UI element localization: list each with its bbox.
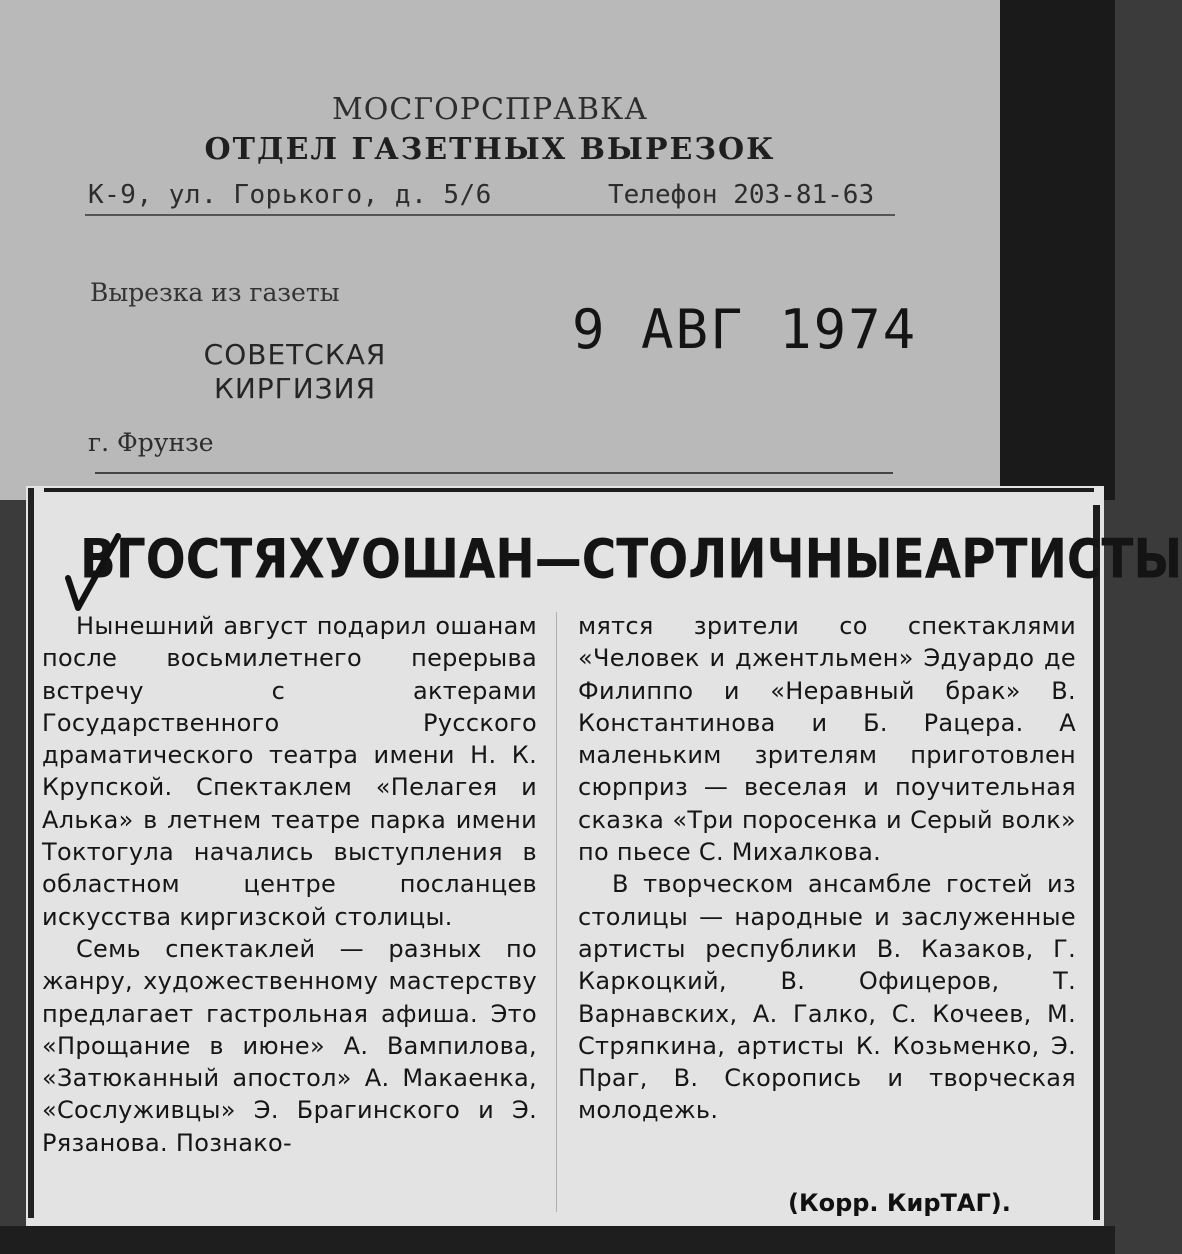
agency-phone: Телефон 203-81-63 (608, 180, 875, 210)
article-paragraph: Семь спектаклей — разных по жанру, художественному мастерству предлагает гастрольная афиша. Это «Прощание в июне» А. Вампилова, «Затюканный апостол» А. Макаенка, «Сослуживцы» Э. Брагинского и Э. Рязанова. Познако- (42, 934, 537, 1157)
department-name: ОТДЕЛ ГАЗЕТНЫХ ВЫРЕЗОК (204, 132, 776, 167)
article-paragraph: мятся зрители со спектаклями «Человек и джентльмен» Эдуардо де Филиппо и «Неравный брак» В. Константинова и Б. Рацера. А маленьким зрителям приготовлен сюрприз — веселая и поучительная сказка «Три поросенка и Серый волк» по пьесе С. Михалкова. (578, 612, 1076, 867)
column-divider (556, 612, 557, 1212)
headline-word: В (80, 528, 116, 592)
article-signature: (Корр. КирТАГ). (788, 1189, 1011, 1217)
headline-word: АРТИСТЫ (924, 528, 1182, 592)
headline-word: СТОЛИЧНЫЕ (581, 528, 925, 592)
clip-source-label: Вырезка из газеты (90, 278, 340, 307)
clipping-right-border (1093, 505, 1100, 1220)
headline-word: — (534, 528, 582, 592)
headline-word: ОШАН (360, 528, 535, 592)
article-paragraph: Нынешний август подарил ошанам после восьмилетнего перерыва встречу с актерами Государственного Русского драматического театра имени Н. К. Крупской. Спектаклем «Пелагея и Алька» в летнем театре парка имени Токтогула начались выступления в областном центре посланцев искусства киргизской столицы. (42, 612, 537, 931)
headline-word: ГОСТЯХ (115, 528, 325, 592)
bottom-edge (0, 1226, 1115, 1254)
article-column-left (42, 610, 537, 1159)
slip-bottom-rule (95, 472, 893, 474)
clipping-left-border (28, 488, 34, 1218)
date-stamp: 9 АВГ 1974 (572, 298, 918, 361)
newspaper-name-line1: СОВЕТСКАЯ (203, 338, 387, 371)
article-column-right (578, 610, 1076, 1127)
agency-name: МОСГОРСПРАВКА (332, 92, 648, 127)
clipping-top-border (44, 488, 1094, 492)
article-paragraph: В творческом ансамбле гостей из столицы — народные и заслуженные артисты республики В. Казаков, Г. Каркоцкий, В. Офицеров, Т. Варнавских, А. Галко, С. Кочеев, М. Стряпкина, артисты К. Козьменко, Э. Праг, В. Скоропись и творческая молодежь. (578, 870, 1076, 1125)
headline-word: У (324, 528, 361, 592)
dark-background (1000, 0, 1115, 500)
newspaper-name (150, 338, 440, 406)
city-label: г. Фрунзе (88, 428, 214, 457)
clipping-service-slip (0, 0, 1000, 500)
handwritten-checkmark-icon (62, 532, 122, 617)
header-rule (85, 214, 895, 216)
agency-address: К-9, ул. Горького, д. 5/6 (88, 180, 492, 210)
newspaper-name-line2: КИРГИЗИЯ (213, 372, 377, 405)
article-headline (80, 528, 1182, 592)
